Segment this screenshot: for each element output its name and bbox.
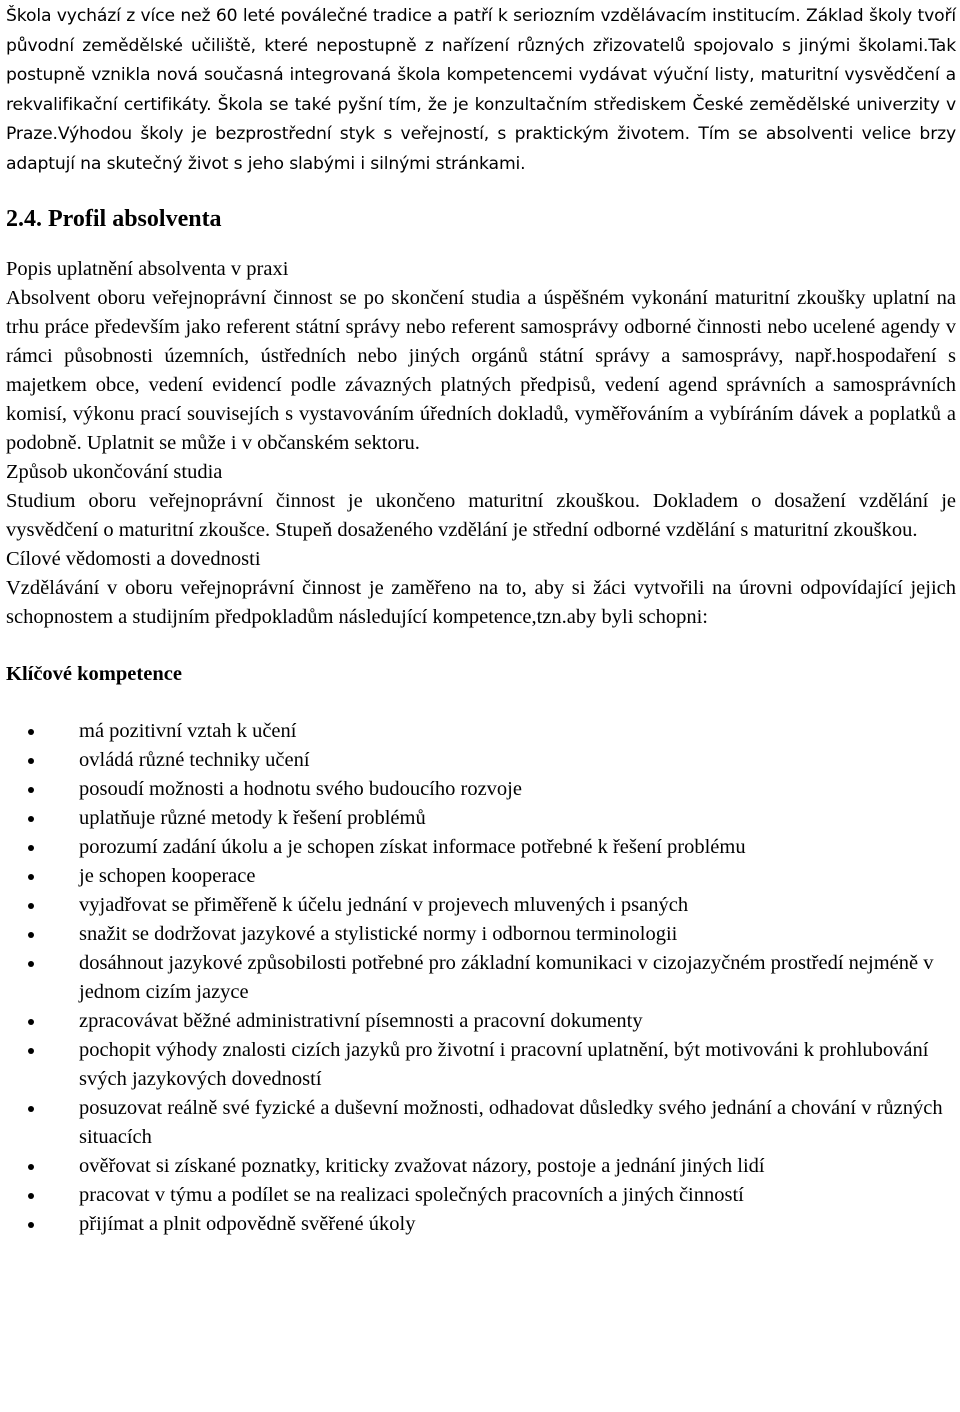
list-item — [6, 833, 956, 862]
profile-section — [6, 255, 956, 632]
intro-paragraph: Škola vychází z více než 60 leté poválečné tradice a patří k seriozním vzdělávacím institucím. Základ školy tvoří původní zemědělské učiliště, které nepostupně z nařízení různých zřizovatelů spojovalo s jinými školami.Tak postupně vznikla nová současná integrovaná škola kompetencemi vydávat výuční listy, maturitní vysvědčení a rekvalifikační certifikáty. Škola se také pyšní tím, že je konzultačním střediskem České zemědělské univerzity v Praze.Výhodou školy je bezprostřední styk s veřejností, s praktickým životem. Tím se absolventi velice brzy adaptují na skutečný život s jeho slabými i silnými stránkami. — [6, 6, 956, 174]
list-item-text: ovládá různé techniky učení — [79, 749, 310, 771]
bullet-icon — [28, 758, 34, 764]
bullet-icon — [28, 816, 34, 822]
bullet-icon — [28, 787, 34, 793]
ukonceni-title: Způsob ukončování studia — [6, 461, 223, 483]
list-item — [6, 775, 956, 804]
bullet-icon — [28, 729, 34, 735]
bullet-icon — [28, 1193, 34, 1199]
list-item-text: posuzovat reálně své fyzické a duševní možnosti, odhadovat důsledky svého jednání a chování v různých situacích — [79, 1097, 943, 1148]
bullet-icon — [28, 1164, 34, 1170]
list-item — [6, 920, 956, 949]
list-item-text: porozumí zadání úkolu a je schopen získat informace potřebné k řešení problému — [79, 836, 746, 858]
list-item-text: přijímat a plnit odpovědně svěřené úkoly — [79, 1213, 416, 1235]
list-item — [6, 1210, 956, 1239]
uplatneni-title: Popis uplatnění absolventa v praxi — [6, 258, 289, 280]
document-page — [6, 0, 956, 1239]
list-item-text: snažit se dodržovat jazykové a stylistické normy i odbornou terminologii — [79, 923, 678, 945]
list-item — [6, 804, 956, 833]
section-heading: 2.4. Profil absolventa — [6, 206, 222, 232]
uplatneni-text: Absolvent oboru veřejnoprávní činnost se po skončení studia a úspěšném vykonání maturitní zkoušky uplatní na trhu práce především jako referent státní správy nebo referent samosprávy odborné činnosti nebo ucelené agendy v rámci působnosti územních, ústředních nebo jiných orgánů státní správy a samosprávy, např.hospodaření s majetkem obce, vedení evidencí podle závazných platných předpisů, vedení agend správních a samosprávních komisí, výkonu prací souvisejích s vystavováním úředních dokladů, vyměřováním a vybíráním dávek a poplatků a podobně. Uplatnit se může i v občanském sektoru. — [6, 287, 956, 454]
list-item — [6, 1007, 956, 1036]
ukonceni-text: Studium oboru veřejnoprávní činnost je ukončeno maturitní zkouškou. Dokladem o dosažení vzdělání je vysvědčení o maturitní zkoušce. Stupeň dosaženého vzdělání je střední odborné vzdělání s maturitní zkouškou. — [6, 490, 956, 541]
list-item-text: zpracovávat běžné administrativní písemnosti a pracovní dokumenty — [79, 1010, 643, 1032]
bullet-icon — [28, 1106, 34, 1112]
list-item-text: je schopen kooperace — [79, 865, 256, 887]
list-item-text: uplatňuje různé metody k řešení problémů — [79, 807, 426, 829]
list-item — [6, 891, 956, 920]
bullet-icon — [28, 961, 34, 967]
list-item — [6, 1094, 956, 1152]
list-item-text: má pozitivní vztah k učení — [79, 720, 297, 742]
list-item — [6, 1152, 956, 1181]
list-item — [6, 717, 956, 746]
list-item-text: pracovat v týmu a podílet se na realizaci společných pracovních a jiných činností — [79, 1184, 744, 1206]
vedomosti-text: Vzdělávání v oboru veřejnoprávní činnost je zaměřeno na to, aby si žáci vytvořili na úrovni odpovídající jejich schopnostem a studijním předpokladům následující kompetence,tzn.aby byli schopni: — [6, 577, 956, 628]
vedomosti-title: Cílové vědomosti a dovednosti — [6, 548, 261, 570]
bullet-icon — [28, 874, 34, 880]
list-item — [6, 746, 956, 775]
list-item-text: posoudí možnosti a hodnotu svého budoucího rozvoje — [79, 778, 522, 800]
list-item — [6, 949, 956, 1007]
list-item-text: dosáhnout jazykové způsobilosti potřebné pro základní komunikaci v cizojazyčném prostředí nejméně v jednom cizím jazyce — [79, 952, 934, 1003]
list-item — [6, 1181, 956, 1210]
bullet-icon — [28, 932, 34, 938]
bullet-icon — [28, 1019, 34, 1025]
list-item-text: pochopit výhody znalosti cizích jazyků pro životní i pracovní uplatnění, být motivováni k prohlubování svých jazykových dovedností — [79, 1039, 929, 1090]
list-item-text: vyjadřovat se přiměřeně k účelu jednání v projevech mluvených i psaných — [79, 894, 689, 916]
kompetence-title: Klíčové kompetence — [6, 663, 182, 685]
kompetence-list — [6, 717, 956, 1239]
bullet-icon — [28, 1222, 34, 1228]
list-item — [6, 862, 956, 891]
list-item — [6, 1036, 956, 1094]
bullet-icon — [28, 903, 34, 909]
bullet-icon — [28, 1048, 34, 1054]
list-item-text: ověřovat si získané poznatky, kriticky zvažovat názory, postoje a jednání jiných lidí — [79, 1155, 765, 1177]
bullet-icon — [28, 845, 34, 851]
